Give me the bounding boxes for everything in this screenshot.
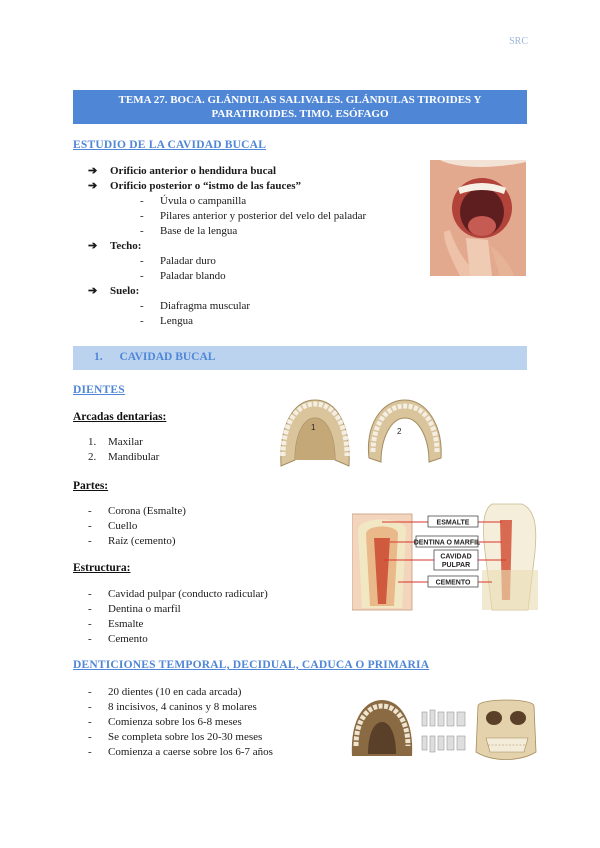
- list-item-text: Pilares anterior y posterior del velo del paladar: [160, 210, 367, 222]
- section-number: 1.: [94, 351, 103, 363]
- list-item: [88, 239, 408, 254]
- arrow-icon: ➔: [88, 180, 98, 192]
- arcadas-list: [88, 435, 248, 465]
- topic-title: [73, 90, 527, 124]
- dash-bullet: -: [140, 255, 144, 267]
- list-item: [88, 194, 408, 209]
- deciduous-dentition-illustration: [350, 696, 538, 762]
- denticiones-list: [88, 685, 338, 760]
- list-item: [88, 435, 248, 450]
- subheading-arcadas: Arcadas dentarias:: [73, 411, 167, 423]
- list-item-text: Paladar blando: [160, 270, 226, 282]
- dash-bullet: -: [88, 731, 92, 743]
- list-item-text: Maxilar: [108, 436, 143, 448]
- list-item-text: Corona (Esmalte): [108, 505, 186, 517]
- topic-title-line1: TEMA 27. BOCA. GLÁNDULAS SALIVALES. GLÁNDULAS TIROIDES Y: [118, 94, 482, 106]
- list-item: [88, 602, 328, 617]
- list-item-text: Orificio anterior o hendidura bucal: [110, 165, 277, 177]
- tooth-label-dentina: DENTINA O MARFIL: [413, 539, 481, 547]
- arch-label-2: 2: [397, 427, 402, 436]
- dash-bullet: -: [88, 701, 92, 713]
- list-item-text: Base de la lengua: [160, 225, 238, 237]
- section-heading-denticiones: DENTICIONES TEMPORAL, DECIDUAL, CADUCA O PRIMARIA: [73, 659, 430, 671]
- list-item-text: Lengua: [160, 315, 193, 327]
- list-item-text: Cemento: [108, 633, 148, 645]
- estructura-list: [88, 587, 328, 647]
- arrow-icon: ➔: [88, 285, 98, 297]
- list-item-text: Suelo:: [110, 285, 140, 297]
- tooth-structure-illustration: [352, 500, 538, 614]
- estudio-list: [88, 164, 408, 329]
- partes-list: [88, 504, 288, 549]
- list-item: [88, 179, 408, 194]
- list-item: [88, 299, 408, 314]
- list-item-text: Comienza sobre los 6-8 meses: [108, 716, 242, 728]
- dash-bullet: -: [140, 210, 144, 222]
- list-item-text: Se completa sobre los 20-30 meses: [108, 731, 263, 743]
- list-item-text: 20 dientes (10 en cada arcada): [108, 686, 242, 698]
- list-item: [88, 224, 408, 239]
- list-item-text: Paladar duro: [160, 255, 216, 267]
- list-item-text: Esmalte: [108, 618, 144, 630]
- list-item-text: Orificio posterior o “istmo de las fauces”: [110, 180, 302, 192]
- dash-bullet: -: [140, 195, 144, 207]
- dash-bullet: -: [140, 225, 144, 237]
- dash-bullet: -: [88, 603, 92, 615]
- tooth-label-cavidad-1: CAVIDAD: [440, 553, 472, 561]
- subheading-estructura: Estructura:: [73, 562, 131, 574]
- dash-bullet: -: [140, 315, 144, 327]
- list-item: [88, 685, 338, 700]
- section-heading-dientes: DIENTES: [73, 384, 125, 396]
- list-item: [88, 587, 328, 602]
- list-item: [88, 745, 338, 760]
- list-number: 1.: [88, 436, 97, 448]
- list-item: [88, 617, 328, 632]
- arch-label-1: 1: [311, 423, 316, 432]
- list-item: [88, 164, 408, 179]
- list-item: [88, 209, 408, 224]
- list-item-text: Diafragma muscular: [160, 300, 251, 312]
- topic-title-line2: PARATIROIDES. TIMO. ESÓFAGO: [211, 108, 389, 120]
- dental-arches-illustration: [277, 396, 445, 470]
- list-item-text: 8 incisivos, 4 caninos y 8 molares: [108, 701, 257, 713]
- list-item-text: Úvula o campanilla: [160, 195, 247, 207]
- list-item: [88, 450, 248, 465]
- dash-bullet: -: [140, 300, 144, 312]
- list-item-text: Cavidad pulpar (conducto radicular): [108, 588, 268, 600]
- list-item-text: Mandibular: [108, 451, 160, 463]
- list-item: [88, 269, 408, 284]
- arrow-icon: ➔: [88, 165, 98, 177]
- subheading-partes: Partes:: [73, 480, 109, 492]
- list-item-text: Raíz (cemento): [108, 535, 176, 547]
- dash-bullet: -: [140, 270, 144, 282]
- dash-bullet: -: [88, 633, 92, 645]
- tooth-label-cavidad-2: PULPAR: [441, 562, 471, 569]
- section-title-cavidad-bucal: [94, 351, 215, 363]
- list-item-text: Dentina o marfil: [108, 603, 181, 615]
- dash-bullet: -: [88, 535, 92, 547]
- list-item-text: Techo:: [110, 240, 142, 252]
- dash-bullet: -: [88, 686, 92, 698]
- dash-bullet: -: [88, 588, 92, 600]
- section-heading-estudio: ESTUDIO DE LA CAVIDAD BUCAL: [73, 139, 267, 151]
- dash-bullet: -: [88, 520, 92, 532]
- dash-bullet: -: [88, 746, 92, 758]
- arrow-icon: ➔: [88, 240, 98, 252]
- dash-bullet: -: [88, 505, 92, 517]
- list-item: [88, 715, 338, 730]
- list-item: [88, 314, 408, 329]
- list-item-text: Comienza a caerse sobre los 6-7 años: [108, 746, 273, 758]
- list-item: [88, 730, 338, 745]
- open-mouth-illustration: [430, 160, 526, 276]
- list-item: [88, 254, 408, 269]
- list-item: [88, 519, 288, 534]
- dash-bullet: -: [88, 618, 92, 630]
- tooth-label-esmalte: ESMALTE: [436, 519, 470, 527]
- tooth-label-cemento: CEMENTO: [435, 579, 471, 587]
- list-item: [88, 700, 338, 715]
- list-item: [88, 284, 408, 299]
- list-item: [88, 534, 288, 549]
- section-title: CAVIDAD BUCAL: [119, 351, 216, 363]
- list-number: 2.: [88, 451, 97, 463]
- list-item: [88, 504, 288, 519]
- dash-bullet: -: [88, 716, 92, 728]
- list-item-text: Cuello: [108, 520, 138, 532]
- header-code: SRC: [509, 36, 528, 47]
- list-item: [88, 632, 328, 647]
